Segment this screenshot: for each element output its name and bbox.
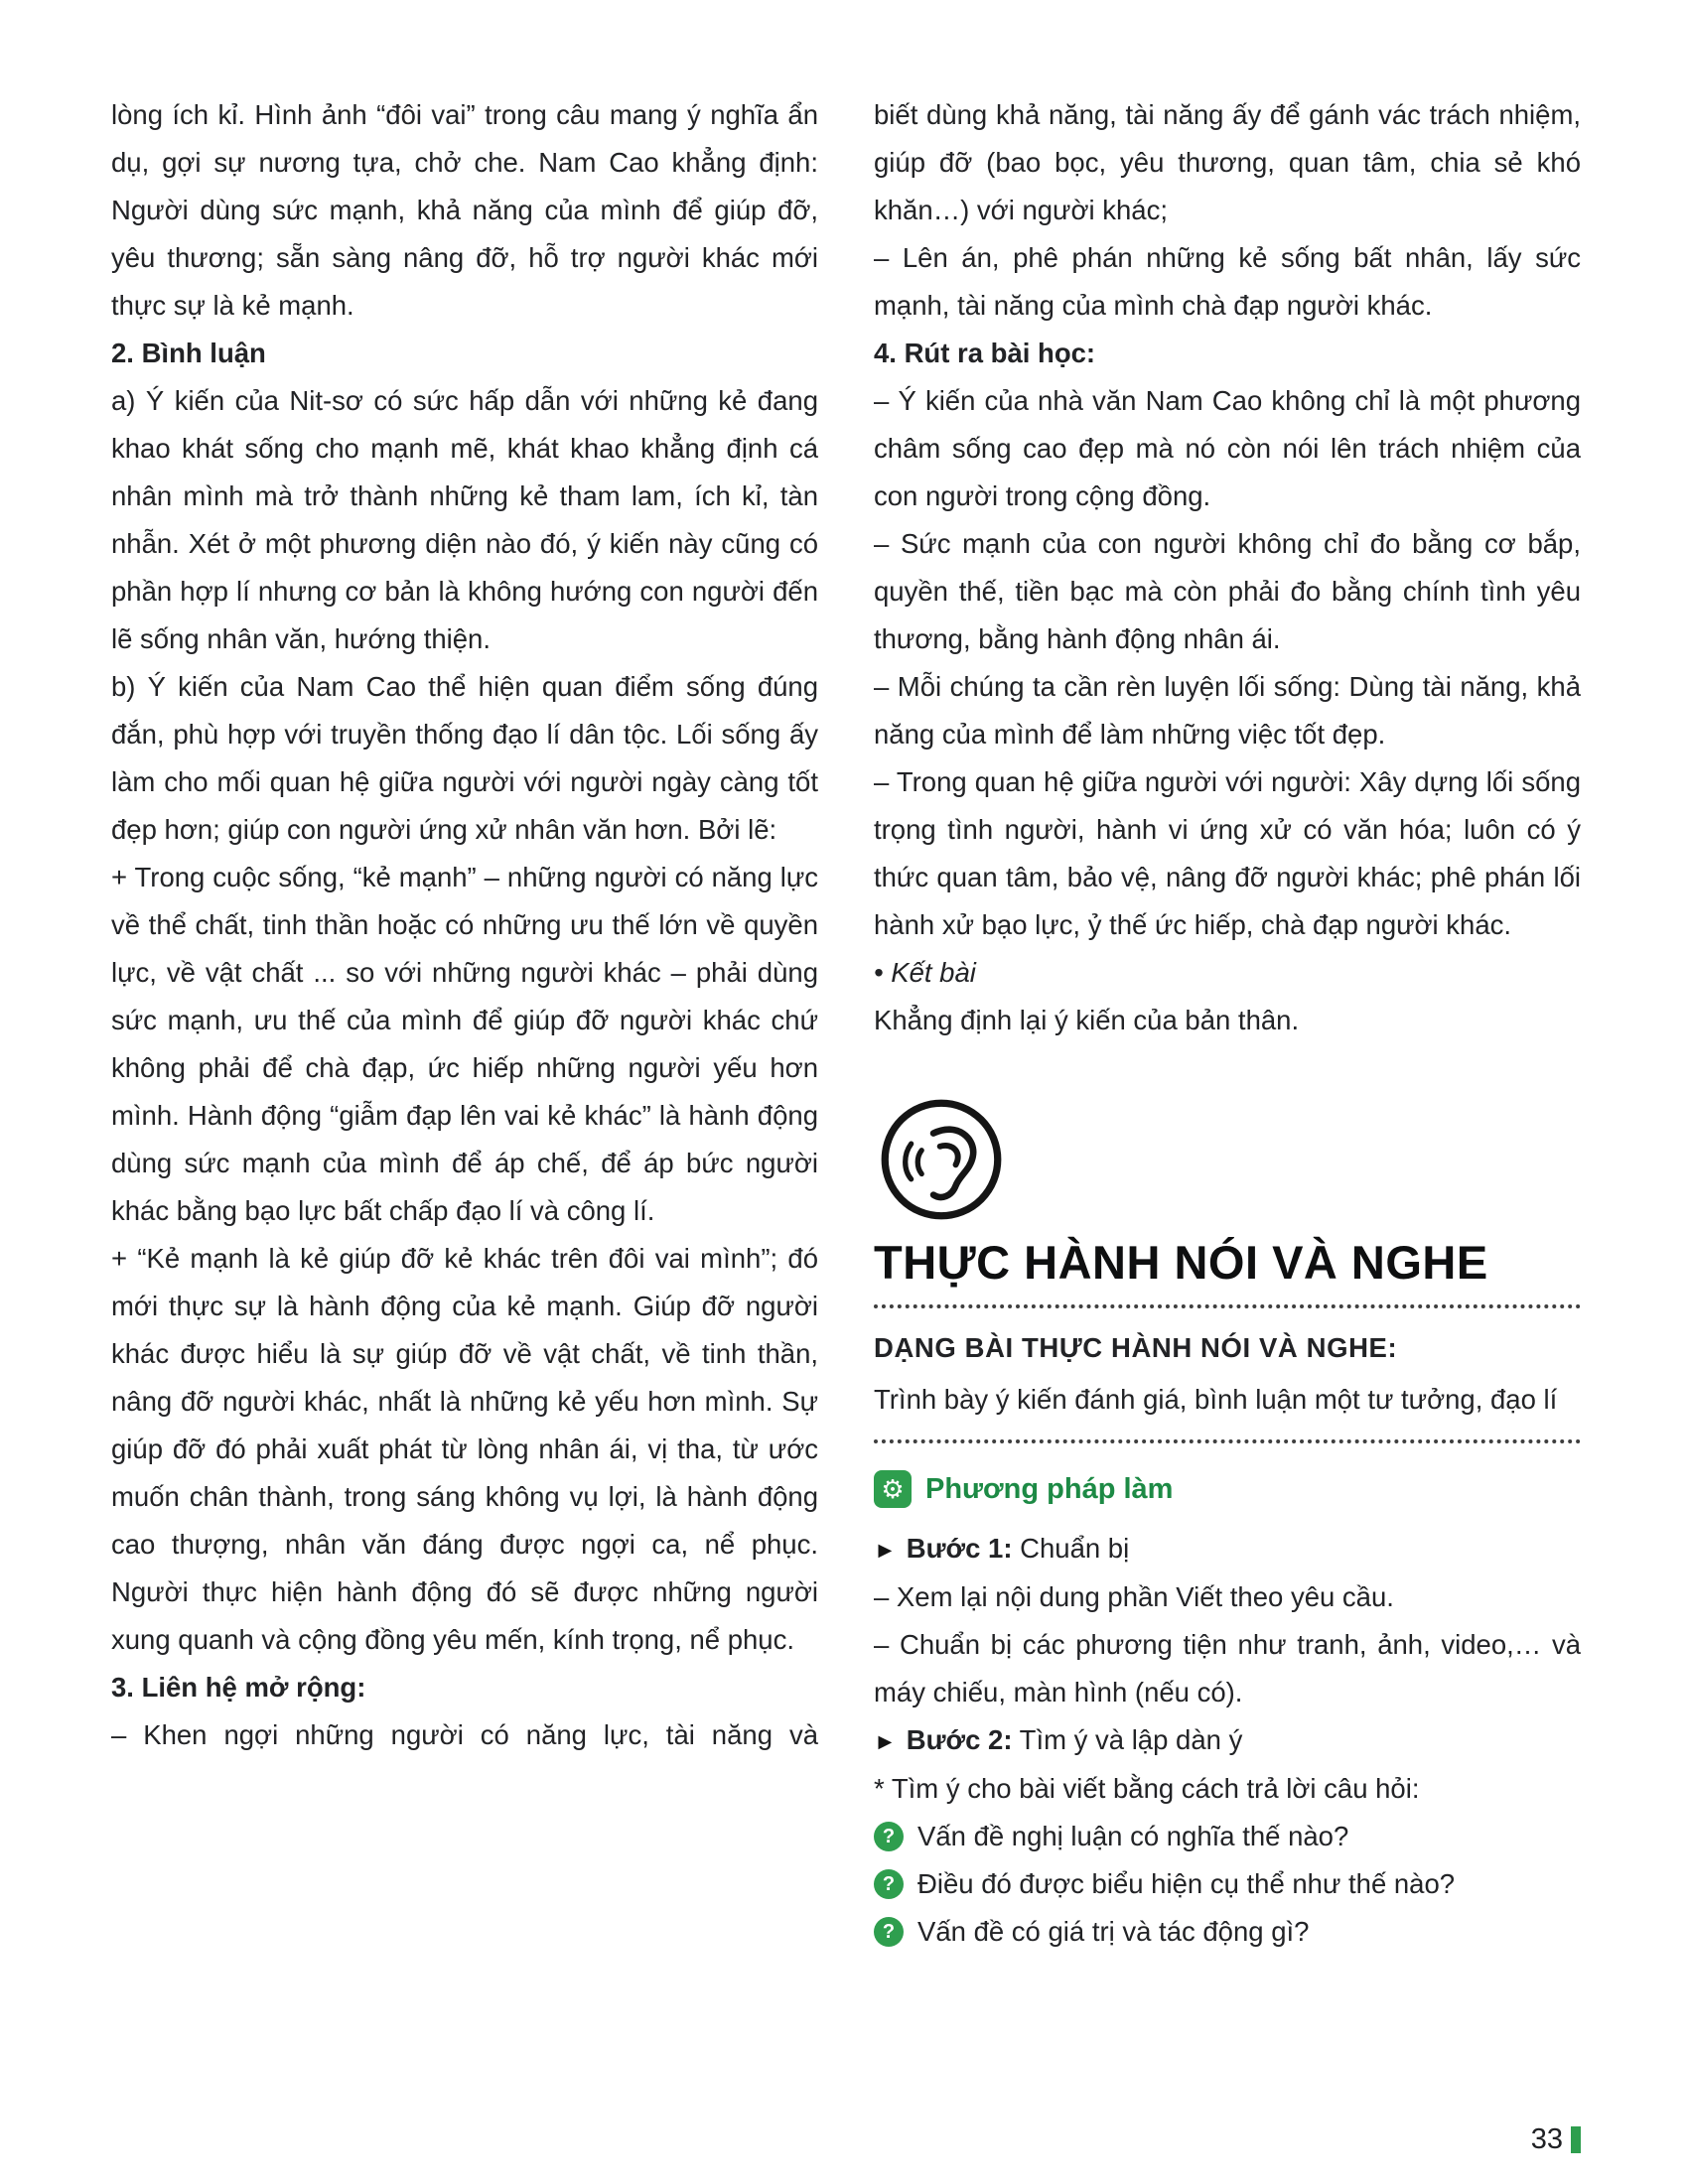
ear-icon [876,1094,1007,1225]
step-line: – Xem lại nội dung phần Viết theo yêu cầu. [874,1581,1394,1612]
gear-icon [874,1470,912,1508]
step-line: – Chuẩn bị các phương tiện như tranh, ảnh, video,… và máy chiếu, màn hình (nếu có). [874,1629,1581,1707]
two-column-layout [111,91,1581,1956]
step-line [874,1716,1581,1765]
page-number: 33 [1530,2123,1563,2155]
page-footer [1531,2123,1581,2156]
paragraph: – Mỗi chúng ta cần rèn luyện lối sống: Dùng tài năng, khả năng của mình để làm những việc tốt đẹp. [874,671,1581,750]
dotted-divider [874,1437,1581,1443]
ket-bai-bullet: • Kết bài [874,957,976,988]
paragraph: a) Ý kiến của Nit-sơ có sức hấp dẫn với những kẻ đang khao khát sống cho mạnh mẽ, khát khao khẳng định cá nhân mình mà trở thành những kẻ tham lam, ích kỉ, tàn nhẫn. Xét ở một phương diện nào đó, ý kiến này cũng có phần hợp lí nhưng cơ bản là không hướng con người đến lẽ sống nhân văn, hướng thiện. [111,385,818,654]
triangle-bullet-icon: ► [874,1537,897,1563]
question-text: Vấn đề nghị luận có nghĩa thế nào? [917,1821,1349,1851]
step-line: * Tìm ý cho bài viết bằng cách trả lời câu hỏi: [874,1773,1420,1804]
step-text: Tìm ý và lập dàn ý [1019,1724,1243,1755]
method-heading-label: Phương pháp làm [925,1473,1174,1505]
question-item [874,1813,1581,1860]
section-title: THỰC HÀNH NÓI VÀ NGHE [874,1236,1488,1289]
paragraph: – Trong quan hệ giữa người với người: Xây dựng lối sống trọng tình người, hành vi ứng xử có văn hóa; luôn có ý thức quan tâm, bảo vệ, nâng đỡ người khác; phê phán lối hành xử bạo lực, ỷ thế ức hiếp, chà đạp người khác. [874,766,1581,940]
section-type-text: Trình bày ý kiến đánh giá, bình luận một tư tưởng, đạo lí [874,1384,1558,1415]
paragraph: lòng ích kỉ. Hình ảnh “đôi vai” trong câu mang ý nghĩa ẩn dụ, gợi sự nương tựa, chở che. Nam Cao khẳng định: Người dùng sức mạnh, khả năng của mình để giúp đỡ, yêu thương; sẵn sàng nâng đỡ, hỗ trợ người khác mới thực sự là kẻ mạnh. [111,99,818,321]
dotted-divider [874,1302,1581,1308]
question-item [874,1860,1581,1908]
left-column [111,91,818,1956]
question-icon: ? [874,1917,904,1947]
question-text: Vấn đề có giá trị và tác động gì? [917,1916,1310,1947]
right-column [874,91,1581,1956]
heading-rut-ra-bai-hoc: 4. Rút ra bài học: [874,338,1096,368]
heading-lien-he-mo-rong: 3. Liên hệ mở rộng: [111,1672,366,1703]
section-type-label: DẠNG BÀI THỰC HÀNH NÓI VÀ NGHE: [874,1332,1398,1363]
paragraph: + “Kẻ mạnh là kẻ giúp đỡ kẻ khác trên đôi vai mình”; đó mới thực sự là hành động của kẻ mạnh. Giúp đỡ người khác được hiểu là sự giúp đỡ về vật chất, về tinh thần, nâng đỡ người khác, nhất là những kẻ yếu hơn mình. Sự giúp đỡ đó phải xuất phát từ lòng nhân ái, vị tha, từ ước muốn chân thành, trong sáng không vụ lợi, là hành động cao thượng, nhân văn đáng được ngợi ca, nể phục. Người thực hiện hành động đó sẽ được những người xung quanh và cộng đồng yêu mến, kính trọng, nể phục. [111,1243,818,1655]
step-label: Bước 1: [906,1533,1013,1564]
heading-binh-luan: 2. Bình luận [111,338,266,368]
paragraph: – Lên án, phê phán những kẻ sống bất nhân, lấy sức mạnh, tài năng của mình chà đạp người khác. [874,242,1581,321]
paragraph: + Trong cuộc sống, “kẻ mạnh” – những người có năng lực về thể chất, tinh thần hoặc có những ưu thế lớn về quyền lực, về vật chất ... so với những người khác – phải dùng sức mạnh, ưu thế của mình để giúp đỡ người khác chứ không phải để chà đạp, ức hiếp những người yếu hơn mình. Hành động “giẫm đạp lên vai kẻ khác” là hành động dùng sức mạnh của mình để áp chế, để áp bức người khác bằng bạo lực bất chấp đạo lí và công lí. [111,862,818,1226]
paragraph: biết dùng khả năng, tài năng ấy để gánh vác trách nhiệm, giúp đỡ (bao bọc, yêu thương, quan tâm, chia sẻ khó khăn…) với người khác; [874,99,1581,225]
question-icon: ? [874,1869,904,1899]
question-text: Điều đó được biểu hiện cụ thể như thế nào? [917,1868,1456,1899]
step-text: Chuẩn bị [1020,1533,1130,1564]
question-item [874,1908,1581,1956]
paragraph: – Ý kiến của nhà văn Nam Cao không chỉ là một phương châm sống cao đẹp mà nó còn nói lên trách nhiệm của con người trong cộng đồng. [874,385,1581,511]
step-label: Bước 2: [906,1724,1013,1755]
method-heading [874,1465,1581,1513]
step-line [874,1525,1581,1573]
question-icon: ? [874,1822,904,1851]
triangle-bullet-icon: ► [874,1728,897,1754]
paragraph: Khẳng định lại ý kiến của bản thân. [874,1005,1300,1035]
page-accent-bar [1571,2126,1581,2153]
paragraph: – Sức mạnh của con người không chỉ đo bằng cơ bắp, quyền thế, tiền bạc mà còn phải đo bằng chính tình yêu thương, bằng hành động nhân ái. [874,528,1581,654]
paragraph: – Khen ngợi những người có năng lực, tài năng và [111,1719,818,1750]
paragraph: b) Ý kiến của Nam Cao thể hiện quan điểm sống đúng đắn, phù hợp với truyền thống đạo lí dân tộc. Lối sống ấy làm cho mối quan hệ giữa người với người ngày càng tốt đẹp hơn; giúp con người ứng xử nhân văn hơn. Bởi lẽ: [111,671,818,845]
gear-glyph: ⚙ [881,1474,905,1504]
